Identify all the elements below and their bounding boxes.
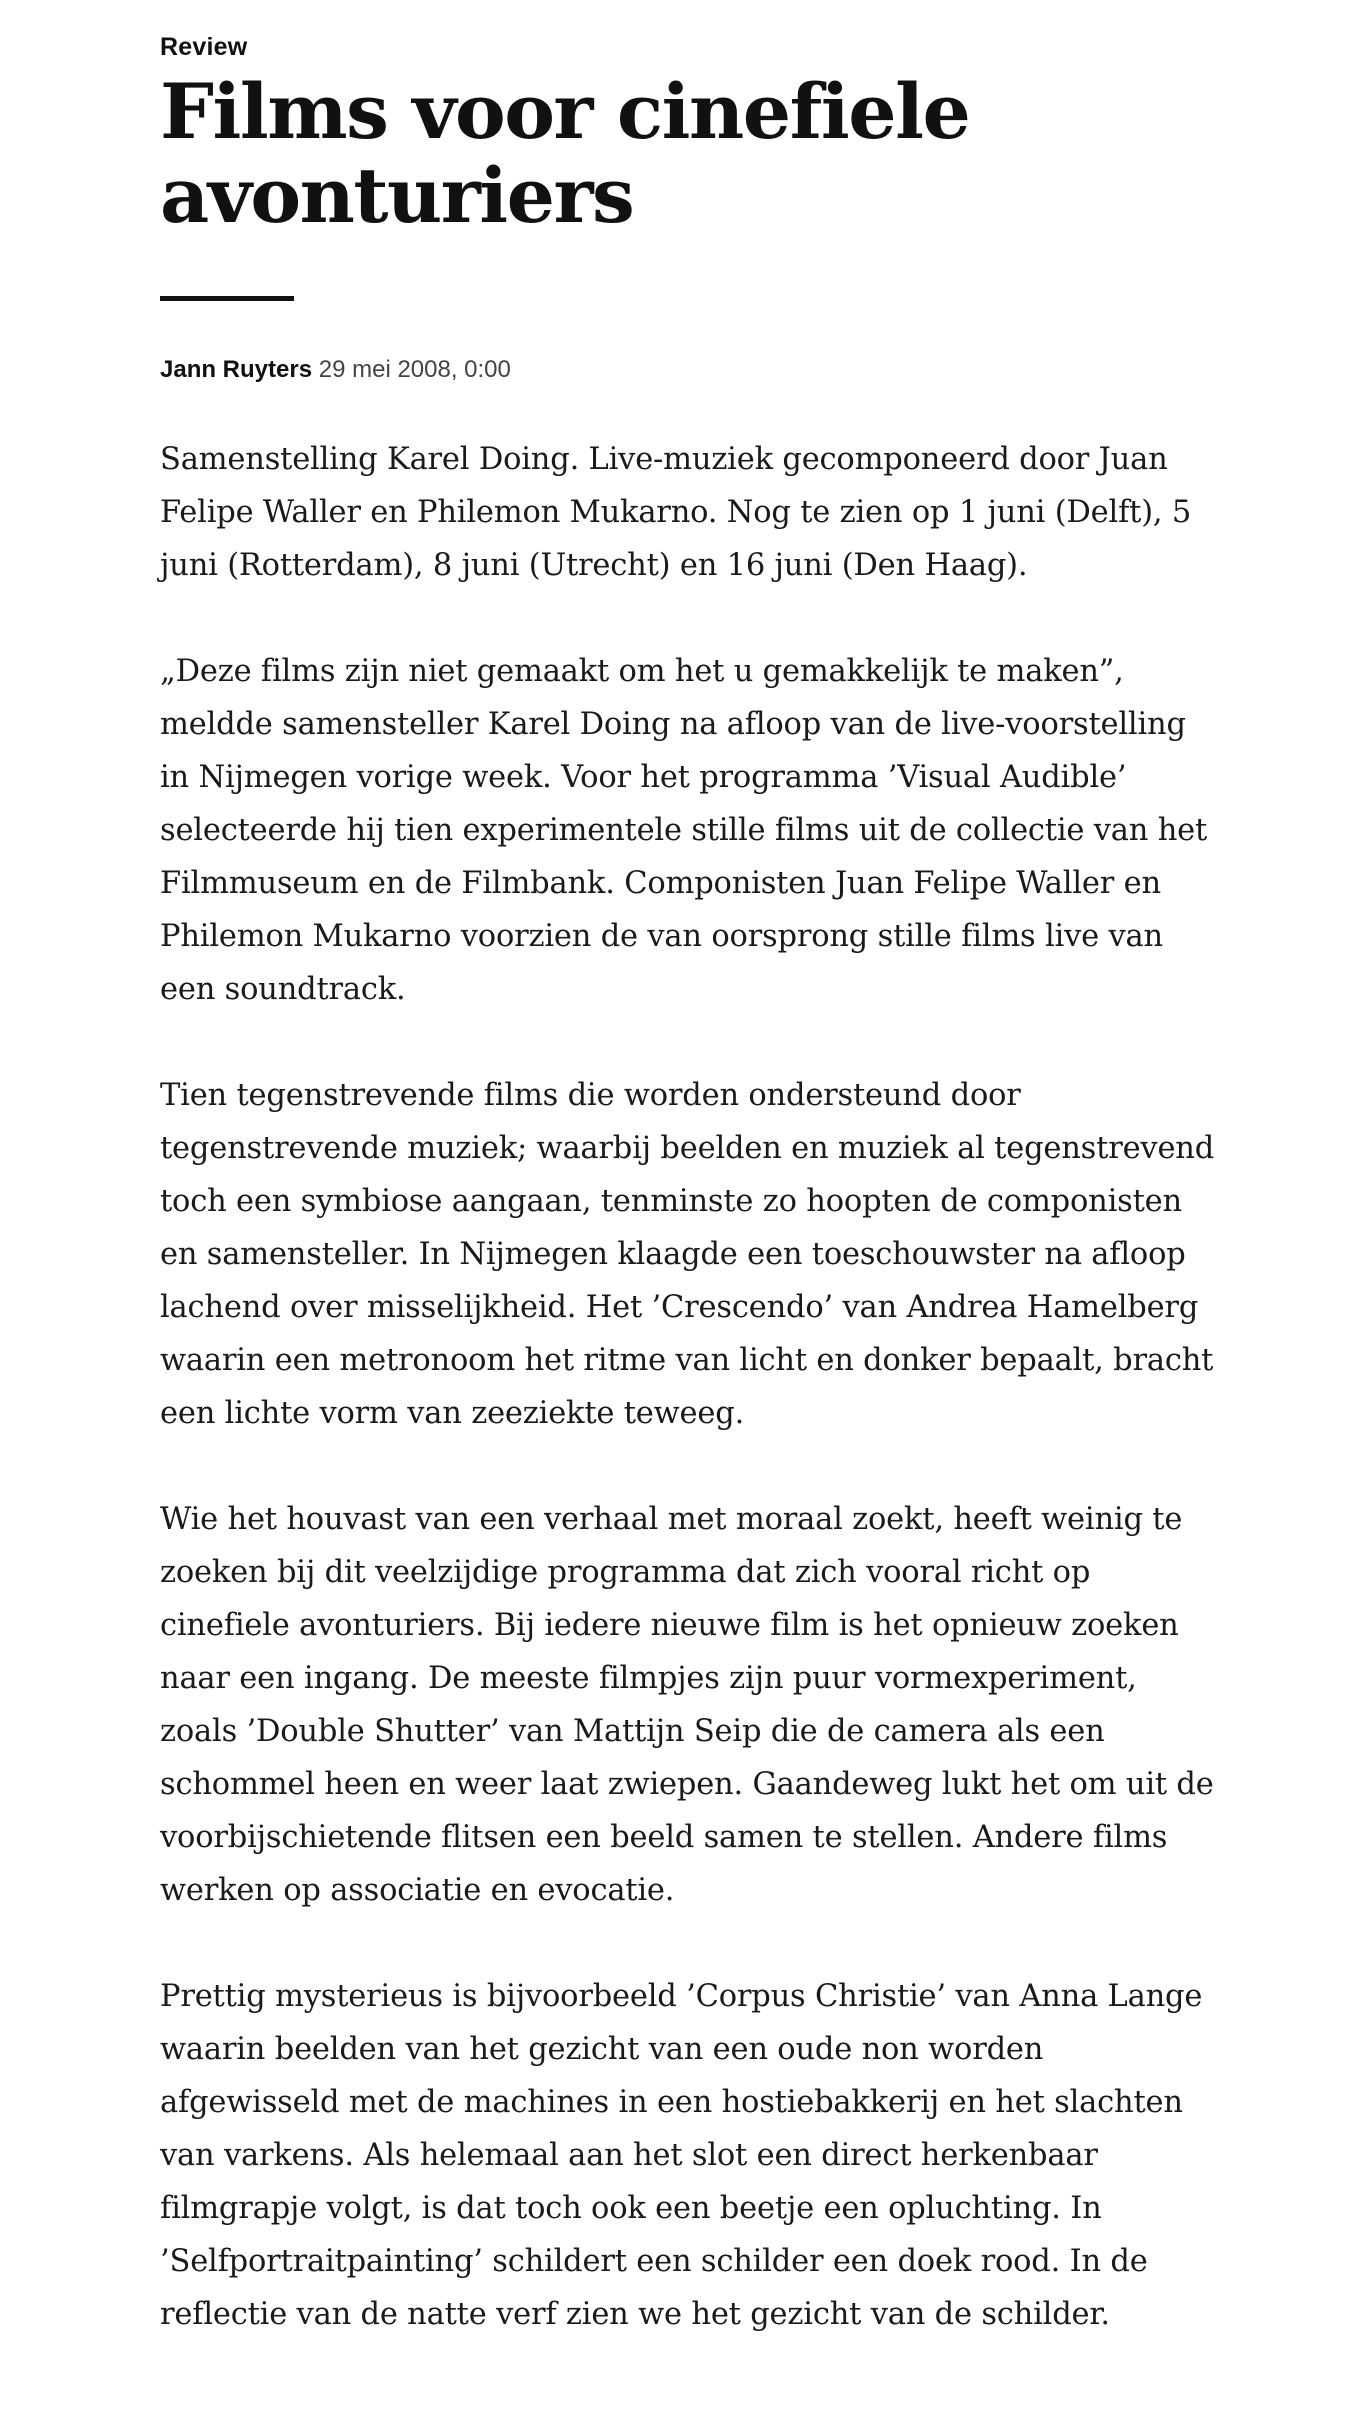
paragraph: Prettig mysterieus is bijvoorbeeld ’Corpus Christie’ van Anna Lange waarin beelden van het gezicht van een oude non worden afgewisseld met de machines in een hostiebakkerij en het slachten van varkens. Als helemaal aan het slot een direct herkenbaar filmgrapje volgt, is dat toch ook een beetje een opluchting. In ’Selfportraitpainting’ schildert een schilder een doek rood. In de reflectie van de natte verf zien we het gezicht van de schilder. [160, 1979, 1203, 2332]
author-name[interactable]: Jann Ruyters [160, 356, 313, 383]
paragraph: „Deze films zijn niet gemaakt om het u gemakkelijk te maken”, meldde samensteller Karel Doing na afloop van de live-voorstelling in Nijmegen vorige week. Voor het programma ’Visual Audible’ selecteerde hij tien experimentele stille films uit de collectie van het Filmmuseum en de Filmbank. Componisten Juan Felipe Waller en Philemon Mukarno voorzien de van oorsprong stille films live van een soundtrack. [160, 654, 1208, 1007]
article-kicker: Review [160, 33, 248, 61]
article [160, 0, 1220, 2394]
publish-date: 29 mei 2008, 0:00 [318, 356, 511, 383]
paragraph: Samenstelling Karel Doing. Live-muziek gecomponeerd door Juan Felipe Waller en Philemon Mukarno. Nog te zien op 1 juni (Delft), 5 juni (Rotterdam), 8 juni (Utrecht) en 16 juni (Den Haag). [160, 442, 1192, 583]
title-divider [160, 296, 294, 301]
article-body [160, 433, 1220, 2341]
article-title: Films voor cinefiele avonturiers [160, 67, 970, 240]
paragraph: Tien tegenstrevende films die worden ondersteund door tegenstrevende muziek; waarbij beelden en muziek al tegenstrevend toch een symbiose aangaan, tenminste zo hoopten de componisten en samensteller. In Nijmegen klaagde een toeschouwster na afloop lachend over misselijkheid. Het ’Crescendo’ van Andrea Hamelberg waarin een metronoom het ritme van licht en donker bepaalt, bracht een lichte vorm van zeeziekte teweeg. [160, 1078, 1215, 1431]
byline [160, 355, 1220, 385]
paragraph: Wie het houvast van een verhaal met moraal zoekt, heeft weinig te zoeken bij dit veelzijdige programma dat zich vooral richt op cinefiele avonturiers. Bij iedere nieuwe film is het opnieuw zoeken naar een ingang. De meeste filmpjes zijn puur vormexperiment, zoals ’Double Shutter’ van Mattijn Seip die de camera als een schommel heen en weer laat zwiepen. Gaandeweg lukt het om uit de voorbijschietende flitsen een beeld samen te stellen. Andere films werken op associatie en evocatie. [160, 1502, 1214, 1908]
